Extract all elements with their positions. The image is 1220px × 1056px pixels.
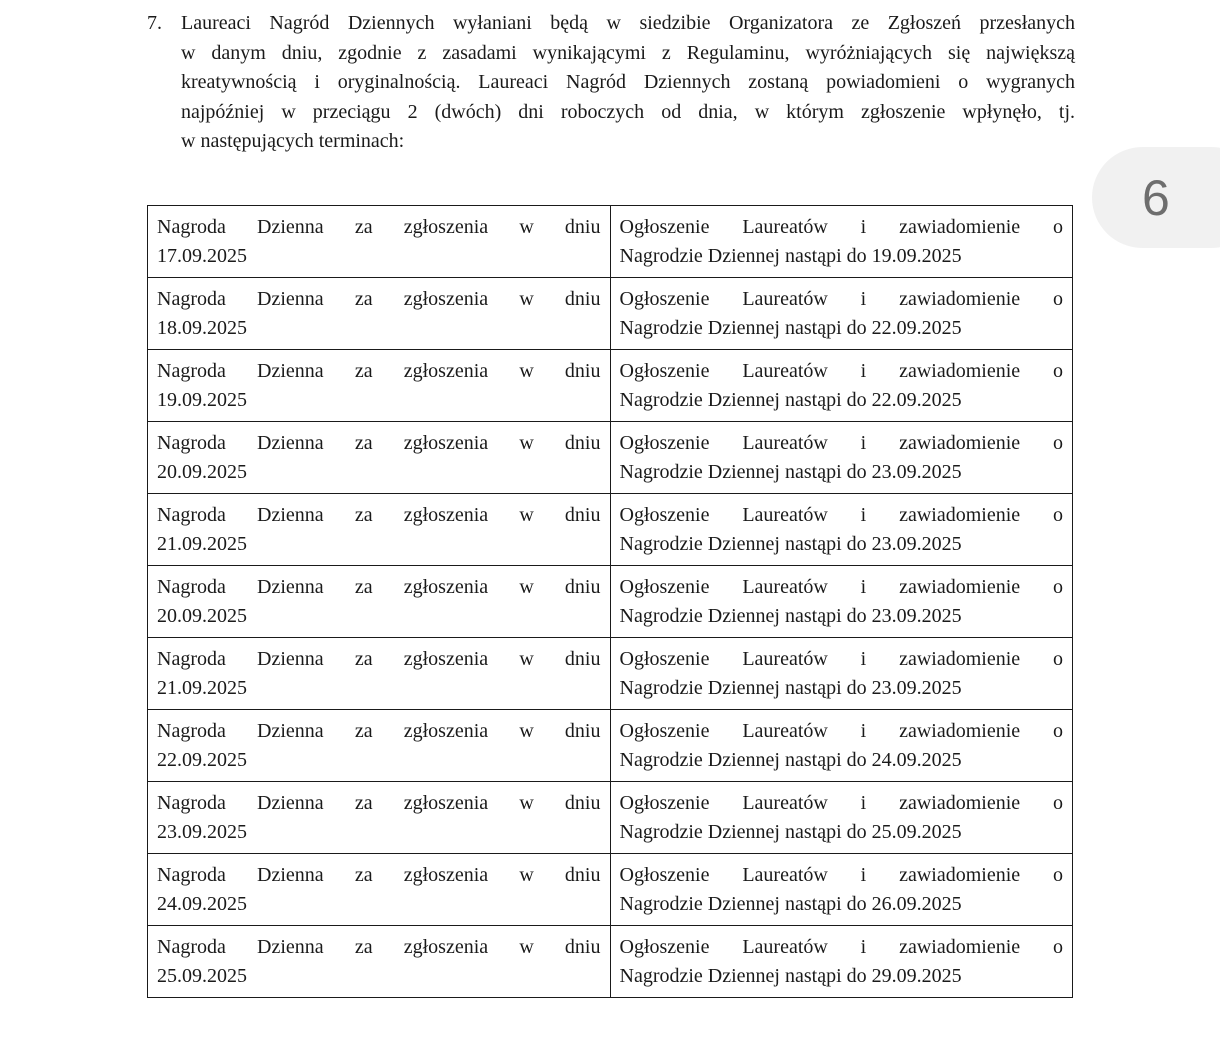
announcement-cell <box>610 638 1073 710</box>
cell-line-1: Ogłoszenie Laureatów i zawiadomienie o <box>619 504 1063 526</box>
cell-line-2: 21.09.2025 <box>157 533 247 555</box>
award-cell <box>148 566 611 638</box>
cell-line-2: Nagrodzie Dziennej nastąpi do 26.09.2025 <box>619 893 962 915</box>
cell-line-1: Ogłoszenie Laureatów i zawiadomienie o <box>619 288 1063 310</box>
cell-line-2: Nagrodzie Dziennej nastąpi do 22.09.2025 <box>619 317 962 339</box>
cell-line-1: Nagroda Dzienna za zgłoszenia w dniu <box>157 504 601 526</box>
cell-line-2: 20.09.2025 <box>157 461 247 483</box>
cell-line-2: 20.09.2025 <box>157 605 247 627</box>
table-row <box>148 350 1073 422</box>
cell-line-1: Nagroda Dzienna za zgłoszenia w dniu <box>157 216 601 238</box>
cell-line-2: Nagrodzie Dziennej nastąpi do 23.09.2025 <box>619 677 962 699</box>
cell-line-2: 18.09.2025 <box>157 317 247 339</box>
cell-line-2: Nagrodzie Dziennej nastąpi do 24.09.2025 <box>619 749 962 771</box>
announcement-cell <box>610 278 1073 350</box>
cell-line-2: Nagrodzie Dziennej nastąpi do 23.09.2025 <box>619 461 962 483</box>
award-cell <box>148 350 611 422</box>
award-cell <box>148 710 611 782</box>
table-row <box>148 206 1073 278</box>
cell-line-2: 23.09.2025 <box>157 821 247 843</box>
cell-line-1: Nagroda Dzienna za zgłoszenia w dniu <box>157 288 601 310</box>
cell-line-1: Ogłoszenie Laureatów i zawiadomienie o <box>619 432 1063 454</box>
cell-line-1: Nagroda Dzienna za zgłoszenia w dniu <box>157 792 601 814</box>
cell-line-2: Nagrodzie Dziennej nastąpi do 23.09.2025 <box>619 533 962 555</box>
announcement-cell <box>610 782 1073 854</box>
table-row <box>148 854 1073 926</box>
cell-line-2: 22.09.2025 <box>157 749 247 771</box>
cell-line-1: Ogłoszenie Laureatów i zawiadomienie o <box>619 864 1063 886</box>
award-cell <box>148 854 611 926</box>
page-number-badge <box>1092 147 1220 248</box>
paragraph-line: w następujących terminach: <box>181 130 405 152</box>
table-row <box>148 566 1073 638</box>
cell-line-2: 19.09.2025 <box>157 389 247 411</box>
cell-line-1: Nagroda Dzienna za zgłoszenia w dniu <box>157 864 601 886</box>
paragraph-line: w danym dniu, zgodnie z zasadami wynikającymi z Regulaminu, wyróżniających się największą <box>181 41 1075 64</box>
paragraph-line: najpóźniej w przeciągu 2 (dwóch) dni roboczych od dnia, w którym zgłoszenie wpłynęło, tj. <box>181 100 1075 123</box>
cell-line-1: Ogłoszenie Laureatów i zawiadomienie o <box>619 792 1063 814</box>
table-row <box>148 782 1073 854</box>
cell-line-1: Ogłoszenie Laureatów i zawiadomienie o <box>619 720 1063 742</box>
award-cell <box>148 782 611 854</box>
cell-line-2: Nagrodzie Dziennej nastąpi do 19.09.2025 <box>619 245 962 267</box>
table-row <box>148 710 1073 782</box>
cell-line-1: Nagroda Dzienna za zgłoszenia w dniu <box>157 648 601 670</box>
cell-line-1: Nagroda Dzienna za zgłoszenia w dniu <box>157 360 601 382</box>
cell-line-2: 25.09.2025 <box>157 965 247 987</box>
announcement-cell <box>610 566 1073 638</box>
award-cell <box>148 206 611 278</box>
award-cell <box>148 422 611 494</box>
cell-line-2: 17.09.2025 <box>157 245 247 267</box>
list-number: 7. <box>147 12 162 34</box>
cell-line-1: Ogłoszenie Laureatów i zawiadomienie o <box>619 216 1063 238</box>
cell-line-2: 24.09.2025 <box>157 893 247 915</box>
award-cell <box>148 926 611 998</box>
announcement-cell <box>610 926 1073 998</box>
paragraph-7 <box>147 9 1075 157</box>
cell-line-2: Nagrodzie Dziennej nastąpi do 25.09.2025 <box>619 821 962 843</box>
cell-line-1: Ogłoszenie Laureatów i zawiadomienie o <box>619 648 1063 670</box>
award-cell <box>148 278 611 350</box>
announcement-cell <box>610 206 1073 278</box>
cell-line-1: Nagroda Dzienna za zgłoszenia w dniu <box>157 576 601 598</box>
table-row <box>148 278 1073 350</box>
cell-line-1: Ogłoszenie Laureatów i zawiadomienie o <box>619 576 1063 598</box>
announcement-cell <box>610 494 1073 566</box>
announcement-cell <box>610 350 1073 422</box>
cell-line-1: Nagroda Dzienna za zgłoszenia w dniu <box>157 432 601 454</box>
paragraph-line: Laureaci Nagród Dziennych wyłaniani będą w siedzibie Organizatora ze Zgłoszeń przesłanych <box>181 12 1075 34</box>
announcement-cell <box>610 710 1073 782</box>
table-row <box>148 494 1073 566</box>
cell-line-2: 21.09.2025 <box>157 677 247 699</box>
daily-award-schedule-table <box>147 205 1073 998</box>
table-row <box>148 422 1073 494</box>
page-number: 6 <box>1142 169 1170 226</box>
cell-line-1: Nagroda Dzienna za zgłoszenia w dniu <box>157 720 601 742</box>
paragraph-line: kreatywnością i oryginalnością. Laureaci Nagród Dziennych zostaną powiadomieni o wygranych <box>181 71 1075 93</box>
announcement-cell <box>610 422 1073 494</box>
award-cell <box>148 494 611 566</box>
cell-line-1: Nagroda Dzienna za zgłoszenia w dniu <box>157 936 601 958</box>
cell-line-2: Nagrodzie Dziennej nastąpi do 29.09.2025 <box>619 965 962 987</box>
cell-line-1: Ogłoszenie Laureatów i zawiadomienie o <box>619 360 1063 382</box>
award-cell <box>148 638 611 710</box>
cell-line-2: Nagrodzie Dziennej nastąpi do 23.09.2025 <box>619 605 962 627</box>
cell-line-1: Ogłoszenie Laureatów i zawiadomienie o <box>619 936 1063 958</box>
announcement-cell <box>610 854 1073 926</box>
table-row <box>148 926 1073 998</box>
table-row <box>148 638 1073 710</box>
paragraph-text <box>181 9 1075 157</box>
cell-line-2: Nagrodzie Dziennej nastąpi do 22.09.2025 <box>619 389 962 411</box>
